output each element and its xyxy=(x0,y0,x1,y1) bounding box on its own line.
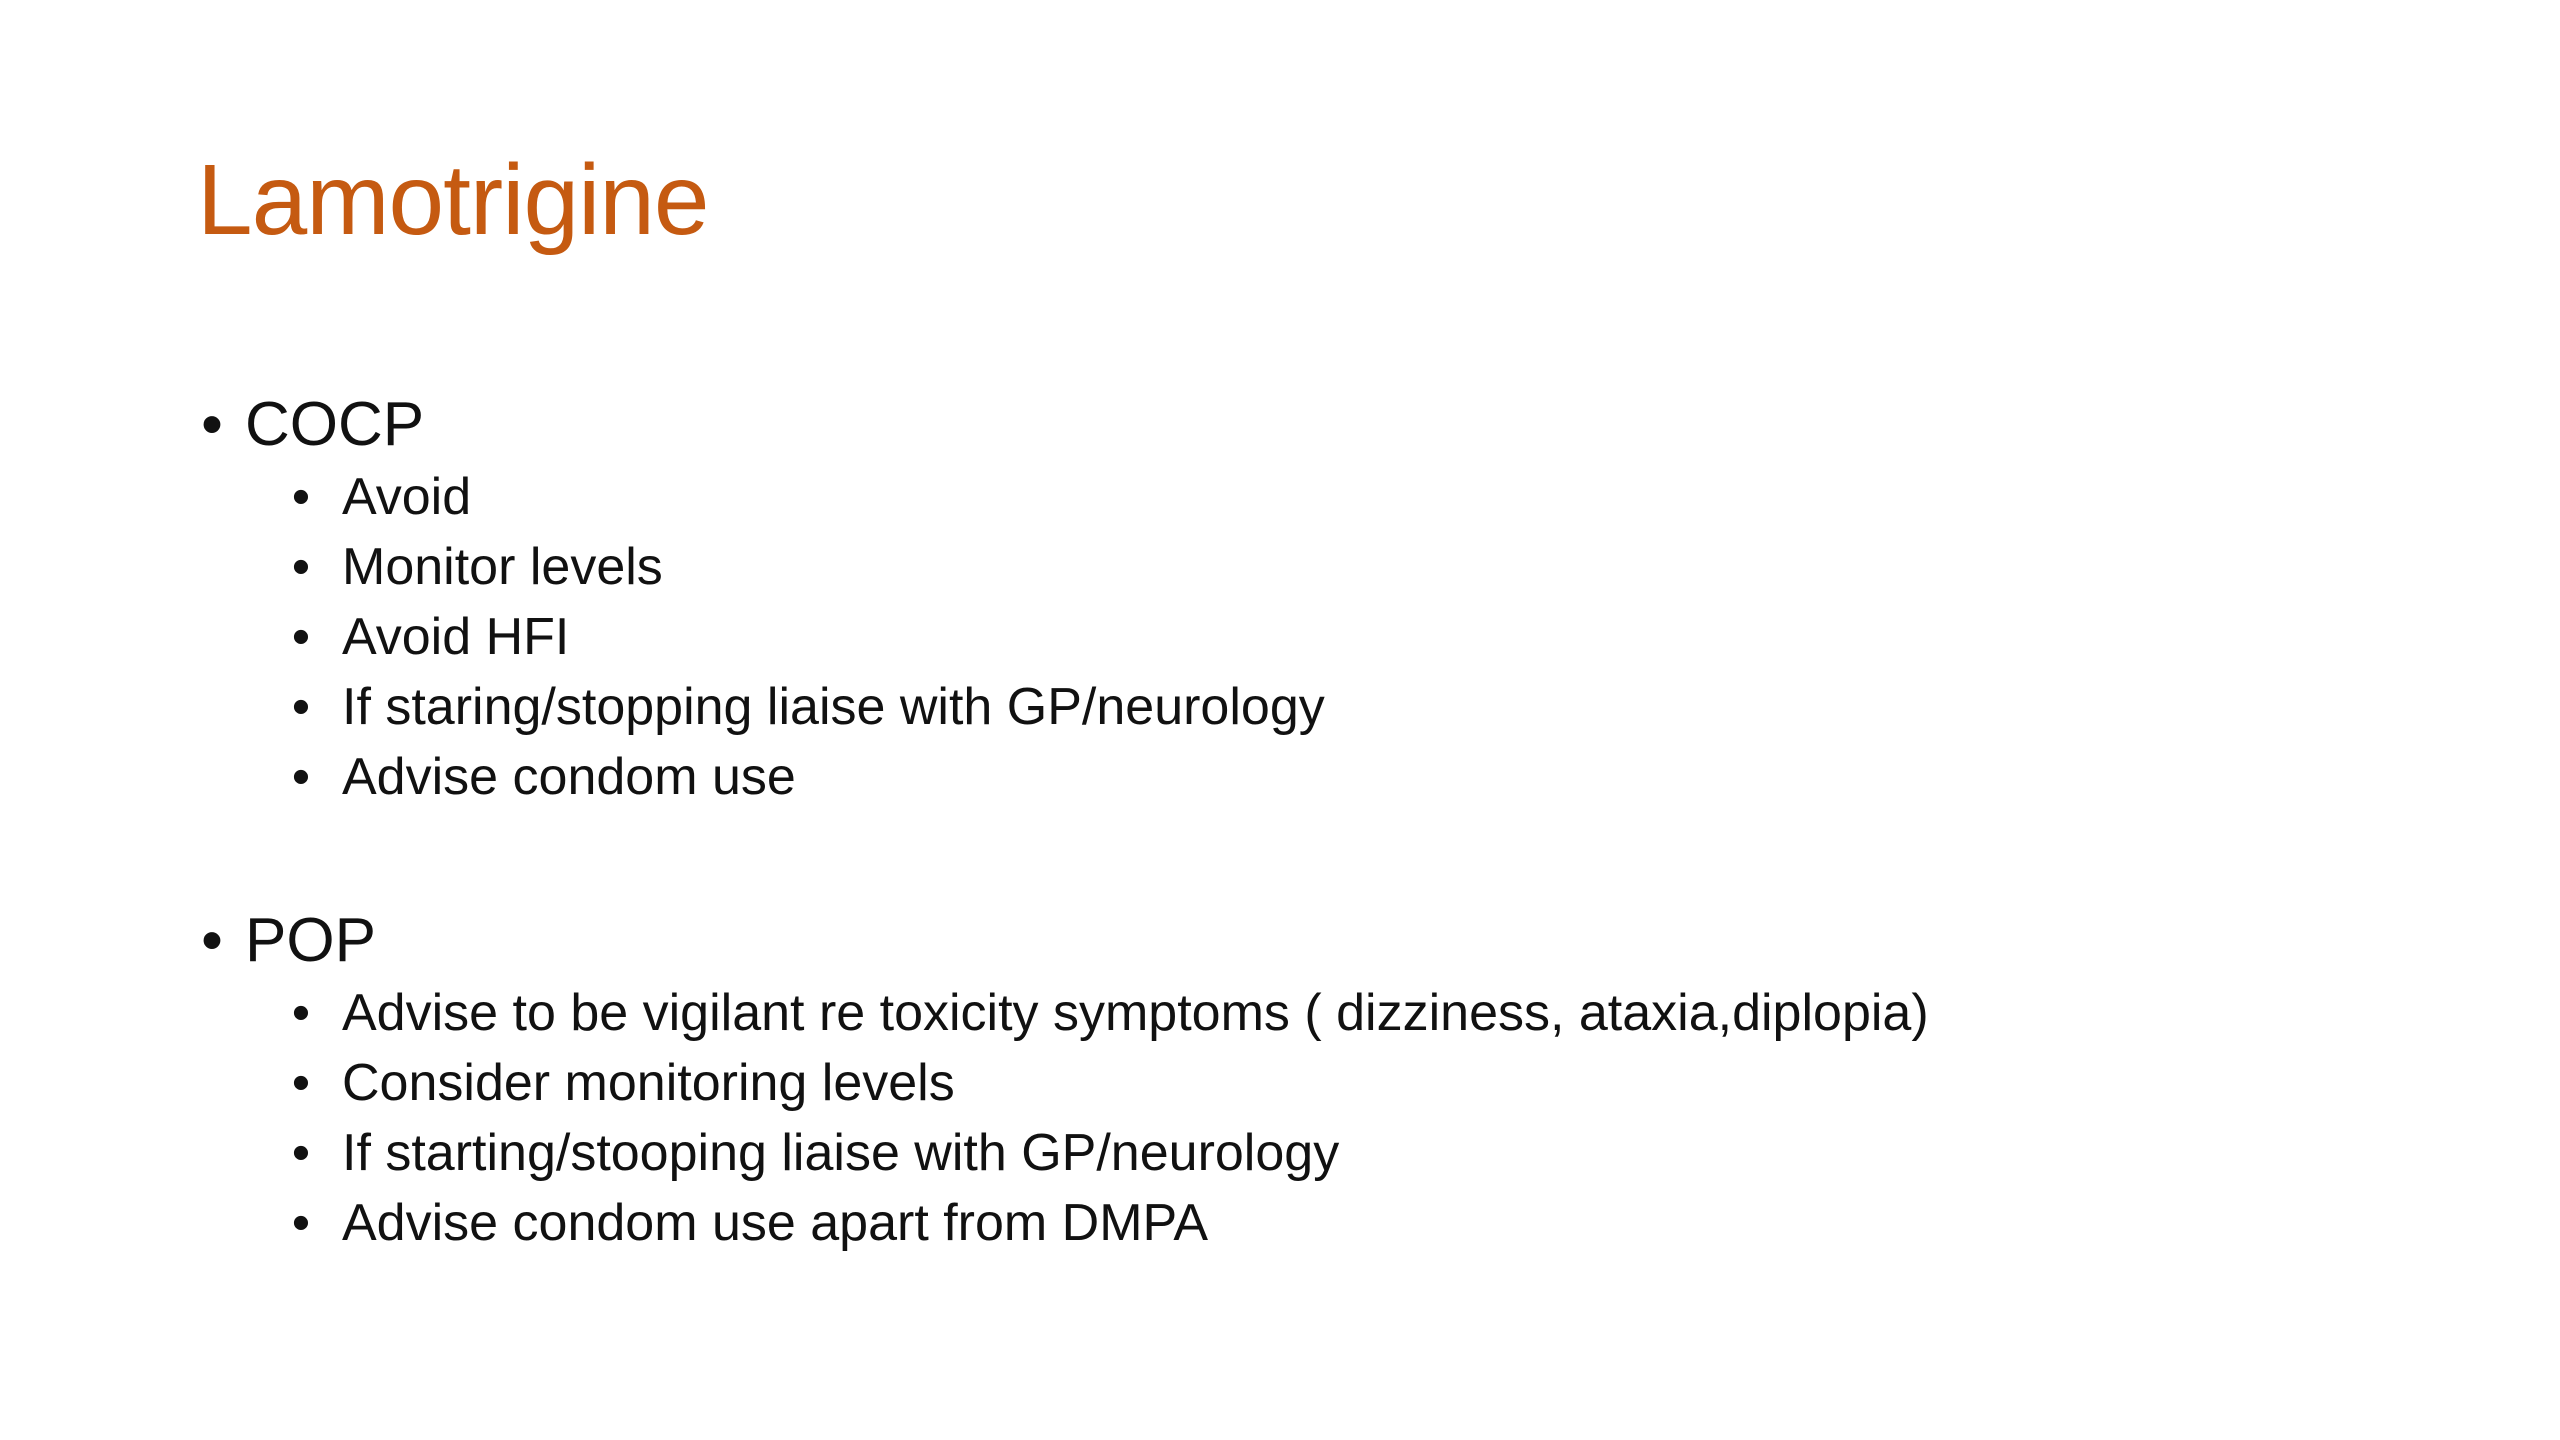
bullet-icon: • xyxy=(291,468,311,526)
bullet-icon: • xyxy=(291,538,311,596)
list-item xyxy=(197,1048,2397,1118)
list-item xyxy=(197,672,2397,742)
list-item xyxy=(197,532,2397,602)
bullet-icon: • xyxy=(291,678,311,736)
list-item xyxy=(197,462,2397,532)
list-item-text: If staring/stopping liaise with GP/neurology xyxy=(342,678,1325,736)
heading-text: POP xyxy=(245,906,376,975)
list-item xyxy=(197,978,2397,1048)
list-item-text: Monitor levels xyxy=(342,538,663,596)
bullet-icon: • xyxy=(291,1054,311,1112)
section-heading xyxy=(197,904,2397,978)
list-item-text: Avoid HFI xyxy=(342,608,570,666)
list-item-text: Advise to be vigilant re toxicity symptoms ( dizziness, ataxia,diplopia) xyxy=(342,984,1929,1042)
section-pop xyxy=(197,904,2397,1258)
list-item-text: Advise condom use xyxy=(342,748,796,806)
bullet-icon: • xyxy=(291,984,311,1042)
bullet-icon: • xyxy=(291,608,311,666)
bullet-icon: • xyxy=(291,1194,311,1252)
bullet-list xyxy=(197,462,2397,812)
list-item xyxy=(197,602,2397,672)
list-item-text: Avoid xyxy=(342,468,472,526)
section-cocp xyxy=(197,388,2397,812)
bullet-icon: • xyxy=(201,906,223,975)
list-item-text: Advise condom use apart from DMPA xyxy=(342,1194,1209,1252)
list-item xyxy=(197,1118,2397,1188)
bullet-icon: • xyxy=(291,1124,311,1182)
heading-text: COCP xyxy=(245,390,425,459)
slide-title: Lamotrigine xyxy=(197,144,709,256)
bullet-icon: • xyxy=(201,390,223,459)
list-item xyxy=(197,742,2397,812)
section-heading xyxy=(197,388,2397,462)
bullet-icon: • xyxy=(291,748,311,806)
list-item xyxy=(197,1188,2397,1258)
bullet-list xyxy=(197,978,2397,1258)
list-item-text: Consider monitoring levels xyxy=(342,1054,955,1112)
list-item-text: If starting/stooping liaise with GP/neurology xyxy=(342,1124,1340,1182)
